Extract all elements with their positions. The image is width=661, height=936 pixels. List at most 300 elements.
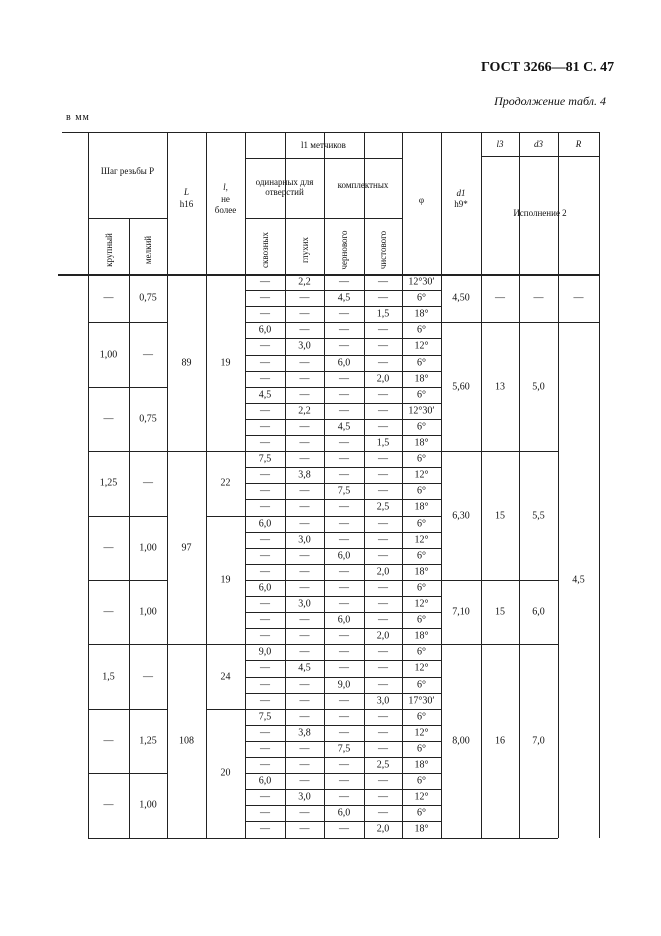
- l3-cell: 13: [495, 381, 505, 393]
- table-cell: —: [378, 550, 388, 562]
- table-cell: —: [378, 518, 388, 530]
- table-cell: —: [260, 679, 270, 691]
- table-cell: —: [299, 695, 310, 707]
- R-cell: 4,5: [572, 574, 585, 586]
- header-pitch: Шаг резьбы P: [100, 166, 155, 177]
- table-cell: 3,0: [298, 340, 311, 352]
- table-cell: —: [260, 598, 270, 610]
- group-rule: [167, 838, 206, 839]
- table-cell: 4,5: [337, 421, 351, 433]
- table-cell: 2,0: [376, 566, 390, 578]
- group-rule: [206, 709, 245, 710]
- table-cell: 4,5: [298, 662, 311, 674]
- group-rule: [167, 451, 206, 452]
- header-d1: d1: [456, 188, 466, 199]
- d3-cell: 5,5: [532, 510, 545, 521]
- table-cell: —: [260, 534, 270, 546]
- d1-cell: 7,10: [452, 606, 470, 618]
- table-cell: —: [339, 405, 349, 417]
- table-cell: —: [339, 324, 349, 336]
- table-cell: —: [339, 727, 349, 739]
- row-rule: [245, 419, 441, 420]
- table-cell: 6°: [417, 518, 426, 530]
- column-line: [481, 132, 482, 838]
- table-cell: —: [378, 292, 388, 304]
- page-header: ГОСТ 3266—81 С. 47: [481, 60, 615, 75]
- table-cell: —: [378, 485, 388, 497]
- table-cell: —: [299, 807, 310, 819]
- header-blind: глухих: [299, 236, 310, 264]
- group-rule: [441, 451, 558, 452]
- table-cell: —: [260, 566, 270, 578]
- l3-cell: 15: [495, 510, 505, 521]
- table-cell: —: [339, 711, 349, 723]
- table-cell: —: [260, 743, 270, 755]
- table-cell: —: [299, 566, 310, 578]
- table-cell: —: [299, 324, 310, 336]
- table-cell: 6°: [417, 550, 426, 562]
- table-cell: —: [339, 630, 349, 642]
- column-line: [245, 132, 246, 838]
- table-cell: 6°: [417, 614, 426, 626]
- column-line: [129, 218, 130, 838]
- table-cell: 2,2: [298, 405, 311, 417]
- pitch-fine-cell: 1,25: [139, 735, 157, 747]
- row-rule: [245, 725, 441, 726]
- header-through: сквозных: [260, 232, 270, 268]
- table-cell: 18°: [414, 630, 429, 642]
- table-cell: 12°: [414, 598, 429, 610]
- pitch-coarse-cell: 1,00: [99, 349, 118, 360]
- row-rule: [245, 499, 441, 500]
- d1-cell: 5,60: [452, 381, 470, 393]
- row-rule: [245, 371, 441, 372]
- table-cell: 18°: [414, 823, 429, 835]
- table-cell: —: [339, 308, 349, 320]
- header-l: l,: [223, 182, 228, 193]
- row-rule: [245, 805, 441, 806]
- row-rule: [245, 516, 441, 517]
- l3-cell: 15: [495, 606, 505, 618]
- L-cell: 108: [179, 735, 194, 747]
- header-rough: чернового: [339, 230, 349, 270]
- table-cell: 18°: [414, 437, 429, 449]
- row-rule: [245, 757, 441, 758]
- column-line: [167, 132, 168, 838]
- table-cell: —: [299, 518, 310, 530]
- table-cell: —: [299, 485, 310, 497]
- table-cell: —: [339, 695, 349, 707]
- table-cell: 6,0: [337, 550, 351, 562]
- table-cell: —: [378, 582, 388, 594]
- table-cell: —: [260, 437, 270, 449]
- table-cell: 7,5: [258, 453, 272, 465]
- row-rule: [245, 628, 441, 629]
- row-rule: [245, 660, 441, 661]
- group-rule: [88, 451, 167, 452]
- group-rule: [88, 644, 167, 645]
- table-cell: —: [378, 276, 388, 288]
- table-cell: —: [339, 646, 349, 658]
- d1-cell: 8,00: [452, 735, 470, 747]
- header-l1: l1 метчиков: [301, 140, 346, 151]
- table-cell: —: [378, 453, 388, 465]
- row-rule: [245, 789, 441, 790]
- row-rule: [245, 741, 441, 742]
- table-cell: —: [378, 534, 388, 546]
- group-rule: [167, 644, 206, 645]
- table-cell: —: [299, 679, 310, 691]
- table-cell: 6°: [417, 775, 426, 787]
- l-cell: 22: [220, 477, 231, 489]
- table-cell: —: [339, 518, 349, 530]
- header-execution-2: Исполнение 2: [513, 208, 567, 219]
- table-cell: —: [299, 550, 310, 562]
- table-cell: —: [299, 775, 310, 787]
- header-d3: d3: [534, 139, 543, 150]
- table-cell: —: [299, 357, 310, 369]
- pitch-fine-cell: 1,00: [139, 542, 157, 554]
- table-cell: —: [260, 630, 270, 642]
- table-cell: 6°: [417, 646, 426, 658]
- table-cell: 12°30′: [408, 276, 435, 288]
- l3-cell: —: [495, 292, 505, 304]
- group-rule: [441, 322, 558, 323]
- table-cell: 6°: [417, 711, 426, 723]
- table-cell: 12°30′: [408, 405, 435, 417]
- table-cell: 3,8: [298, 727, 311, 739]
- table-cell: 6,0: [337, 614, 351, 626]
- column-line: [364, 218, 365, 274]
- table-cell: —: [299, 614, 310, 626]
- row-rule: [245, 338, 441, 339]
- table-cell: 6°: [417, 324, 426, 336]
- table-cell: —: [299, 501, 310, 513]
- table-cell: —: [260, 485, 270, 497]
- table-cell: —: [260, 421, 270, 433]
- pitch-fine-cell: —: [143, 671, 153, 682]
- row-rule: [245, 451, 441, 452]
- group-rule: [206, 644, 245, 645]
- header-l3: l3: [496, 139, 504, 150]
- table-cell: —: [260, 357, 270, 369]
- table-cell: 18°: [414, 308, 429, 320]
- table-cell: —: [378, 791, 388, 803]
- pitch-coarse-cell: 1,5: [102, 671, 115, 682]
- table-cell: —: [339, 662, 349, 674]
- header-rule-dims: [481, 156, 599, 157]
- column-line: [558, 132, 559, 156]
- pitch-coarse-cell: —: [103, 542, 114, 554]
- group-rule: [88, 322, 167, 323]
- group-rule: [88, 709, 167, 710]
- table-cell: —: [339, 437, 349, 449]
- column-line: [285, 218, 286, 274]
- table-cell: 6,0: [258, 775, 272, 787]
- R-cell: —: [573, 292, 584, 304]
- header-finish: чистового: [378, 230, 388, 270]
- table-cell: —: [339, 469, 349, 481]
- table-cell: 12°: [414, 791, 429, 803]
- table-cell: 2,5: [376, 501, 390, 513]
- table-continuation: Продолжение табл. 4: [494, 94, 606, 108]
- d3-cell: —: [533, 292, 544, 304]
- table-cell: —: [339, 598, 349, 610]
- table-cell: 7,5: [337, 485, 351, 497]
- row-rule: [245, 693, 441, 694]
- table-cell: —: [260, 727, 270, 739]
- table-cell: 3,0: [298, 598, 311, 610]
- pitch-fine-cell: 1,00: [139, 799, 157, 811]
- table-cell: 2,0: [376, 823, 390, 835]
- table-cell: 18°: [414, 501, 429, 513]
- table-cell: 9,0: [337, 679, 351, 691]
- table-cell: 6°: [417, 743, 426, 755]
- group-rule: [206, 451, 245, 452]
- table-cell: 12°: [414, 534, 429, 546]
- group-rule: [88, 838, 167, 839]
- table-cell: —: [339, 276, 349, 288]
- table-cell: 6,0: [337, 807, 351, 819]
- table-cell: —: [260, 405, 270, 417]
- table-cell: 1,5: [376, 308, 390, 320]
- table-cell: —: [378, 405, 388, 417]
- table-cell: —: [339, 582, 349, 594]
- row-rule: [245, 532, 441, 533]
- table-cell: 7,5: [337, 743, 351, 755]
- table-cell: 18°: [414, 759, 429, 771]
- row-rule: [245, 548, 441, 549]
- table-cell: —: [260, 550, 270, 562]
- table-cell: 4,5: [258, 389, 272, 401]
- table-cell: —: [260, 501, 270, 513]
- table-cell: —: [299, 308, 310, 320]
- table-cell: 7,5: [258, 711, 272, 723]
- row-rule: [245, 580, 441, 581]
- table-cell: —: [378, 727, 388, 739]
- table-cell: 6°: [417, 453, 426, 465]
- table-cell: —: [260, 340, 270, 352]
- column-line: [441, 132, 442, 838]
- table-cell: 2,5: [376, 759, 390, 771]
- row-rule: [245, 403, 441, 404]
- table-cell: 9,0: [258, 646, 272, 658]
- table-cell: 4,5: [337, 292, 351, 304]
- pitch-fine-cell: —: [143, 349, 153, 360]
- table-cell: 3,0: [376, 695, 390, 707]
- group-rule: [88, 387, 167, 388]
- row-rule: [245, 564, 441, 565]
- table-cell: —: [339, 453, 349, 465]
- pitch-coarse-cell: —: [103, 606, 114, 618]
- L-cell: 89: [181, 357, 192, 369]
- header-fine: мелкий: [143, 235, 153, 265]
- d1-cell: 4,50: [452, 292, 470, 304]
- row-rule: [245, 355, 441, 356]
- table-cell: —: [339, 534, 349, 546]
- table-cell: 6°: [417, 357, 426, 369]
- table-cell: —: [378, 340, 388, 352]
- table-cell: —: [260, 292, 270, 304]
- row-rule: [245, 709, 441, 710]
- table-cell: —: [339, 566, 349, 578]
- column-line: [88, 132, 89, 838]
- header-coarse: крупный: [103, 233, 114, 267]
- header-R: R: [575, 139, 582, 150]
- table-cell: —: [339, 389, 349, 401]
- row-rule: [245, 483, 441, 484]
- pitch-coarse-cell: —: [103, 413, 114, 425]
- column-line: [519, 132, 520, 838]
- row-rule: [245, 838, 441, 839]
- L-cell: 97: [181, 542, 192, 554]
- table-cell: —: [260, 791, 270, 803]
- units-label: в мм: [66, 112, 90, 123]
- header-l-not: не: [221, 194, 230, 205]
- table-cell: —: [260, 807, 270, 819]
- group-rule: [441, 838, 558, 839]
- pitch-coarse-cell: —: [103, 735, 114, 747]
- l-cell: 24: [220, 671, 231, 682]
- table-cell: —: [260, 662, 270, 674]
- row-rule: [245, 322, 441, 323]
- table-cell: —: [299, 630, 310, 642]
- table-cell: 6,0: [258, 518, 272, 530]
- table-cell: —: [378, 357, 388, 369]
- table-cell: —: [299, 421, 310, 433]
- table-cell: 12°: [414, 469, 429, 481]
- table-cell: —: [299, 453, 310, 465]
- table-cell: —: [299, 823, 310, 835]
- table-cell: 6°: [417, 582, 426, 594]
- d3-cell: 5,0: [532, 381, 545, 393]
- table-cell: 6,0: [258, 582, 272, 594]
- row-rule: [245, 387, 441, 388]
- table-cell: —: [260, 823, 270, 835]
- table-cell: 12°: [414, 662, 429, 674]
- header-bottom-rule: [58, 274, 599, 276]
- table-cell: 2,0: [376, 630, 390, 642]
- header-d1-tol: h9*: [454, 199, 468, 210]
- table-cell: —: [260, 469, 270, 481]
- table-cell: 3,0: [298, 791, 311, 803]
- l-cell: 20: [220, 767, 231, 779]
- table-cell: 6,0: [258, 324, 272, 336]
- row-rule: [245, 821, 441, 822]
- row-rule: [245, 612, 441, 613]
- header-rule-l1: [245, 158, 402, 159]
- group-rule: [88, 773, 167, 774]
- table-cell: 2,2: [298, 276, 311, 288]
- table-cell: 1,5: [376, 437, 390, 449]
- table-cell: —: [378, 324, 388, 336]
- pitch-coarse-cell: —: [103, 799, 114, 811]
- l-cell: 19: [220, 357, 231, 369]
- table-cell: 18°: [414, 566, 429, 578]
- header-L: L: [183, 187, 190, 198]
- table-cell: —: [260, 276, 270, 288]
- table-cell: —: [378, 614, 388, 626]
- table-cell: 12°: [414, 727, 429, 739]
- column-line: [206, 132, 207, 838]
- group-rule: [441, 644, 558, 645]
- table-cell: —: [339, 759, 349, 771]
- column-line: [558, 132, 559, 838]
- table-cell: 17°30′: [408, 695, 435, 707]
- table-cell: —: [299, 292, 310, 304]
- row-rule: [245, 644, 441, 645]
- table-cell: —: [339, 340, 349, 352]
- pitch-fine-cell: 1,00: [139, 606, 157, 618]
- column-line: [402, 132, 403, 838]
- header-complete: комплектных: [337, 180, 389, 191]
- pitch-fine-cell: 0,75: [139, 292, 157, 304]
- d1-cell: 6,30: [452, 510, 470, 521]
- table-cell: —: [260, 695, 270, 707]
- table-cell: —: [378, 646, 388, 658]
- table-cell: 6°: [417, 807, 426, 819]
- table-cell: —: [299, 437, 310, 449]
- table-cell: 2,0: [376, 373, 390, 385]
- column-line: [324, 218, 325, 274]
- table-cell: 3,0: [298, 534, 311, 546]
- l3-cell: 16: [495, 735, 505, 747]
- pitch-coarse-cell: 1,25: [99, 477, 118, 489]
- table-cell: —: [378, 807, 388, 819]
- row-rule: [245, 773, 441, 774]
- table-cell: —: [299, 759, 310, 771]
- group-rule: [88, 580, 167, 581]
- row-rule: [245, 435, 441, 436]
- header-single: одинарных для отверстий: [255, 177, 314, 197]
- table-cell: —: [339, 791, 349, 803]
- table-cell: —: [339, 823, 349, 835]
- d3-cell: 7,0: [532, 735, 545, 747]
- table-cell: —: [378, 711, 388, 723]
- group-rule: [441, 580, 558, 581]
- table-cell: —: [299, 646, 310, 658]
- table-cell: 6°: [417, 421, 426, 433]
- table-cell: —: [260, 614, 270, 626]
- pitch-fine-cell: 0,75: [139, 413, 157, 425]
- table-cell: 18°: [414, 373, 429, 385]
- column-line: [599, 132, 600, 838]
- table-cell: —: [378, 598, 388, 610]
- table-cell: —: [299, 389, 310, 401]
- row-rule: [245, 290, 441, 291]
- group-rule: [558, 322, 599, 323]
- table-cell: 3,8: [298, 469, 311, 481]
- table-cell: —: [299, 711, 310, 723]
- table-cell: 6°: [417, 679, 426, 691]
- group-rule: [206, 838, 245, 839]
- table-cell: —: [378, 421, 388, 433]
- column-line: [519, 132, 520, 156]
- table-cell: 6°: [417, 485, 426, 497]
- header-phi: φ: [418, 195, 425, 206]
- table-cell: —: [299, 373, 310, 385]
- table-cell: —: [299, 582, 310, 594]
- table-cell: —: [339, 775, 349, 787]
- row-rule: [245, 596, 441, 597]
- row-rule: [245, 306, 441, 307]
- pitch-fine-cell: —: [143, 477, 153, 489]
- table-cell: 6°: [417, 389, 426, 401]
- header-L-tol: h16: [179, 199, 194, 210]
- group-rule: [206, 516, 245, 517]
- row-rule: [245, 677, 441, 678]
- row-rule: [245, 467, 441, 468]
